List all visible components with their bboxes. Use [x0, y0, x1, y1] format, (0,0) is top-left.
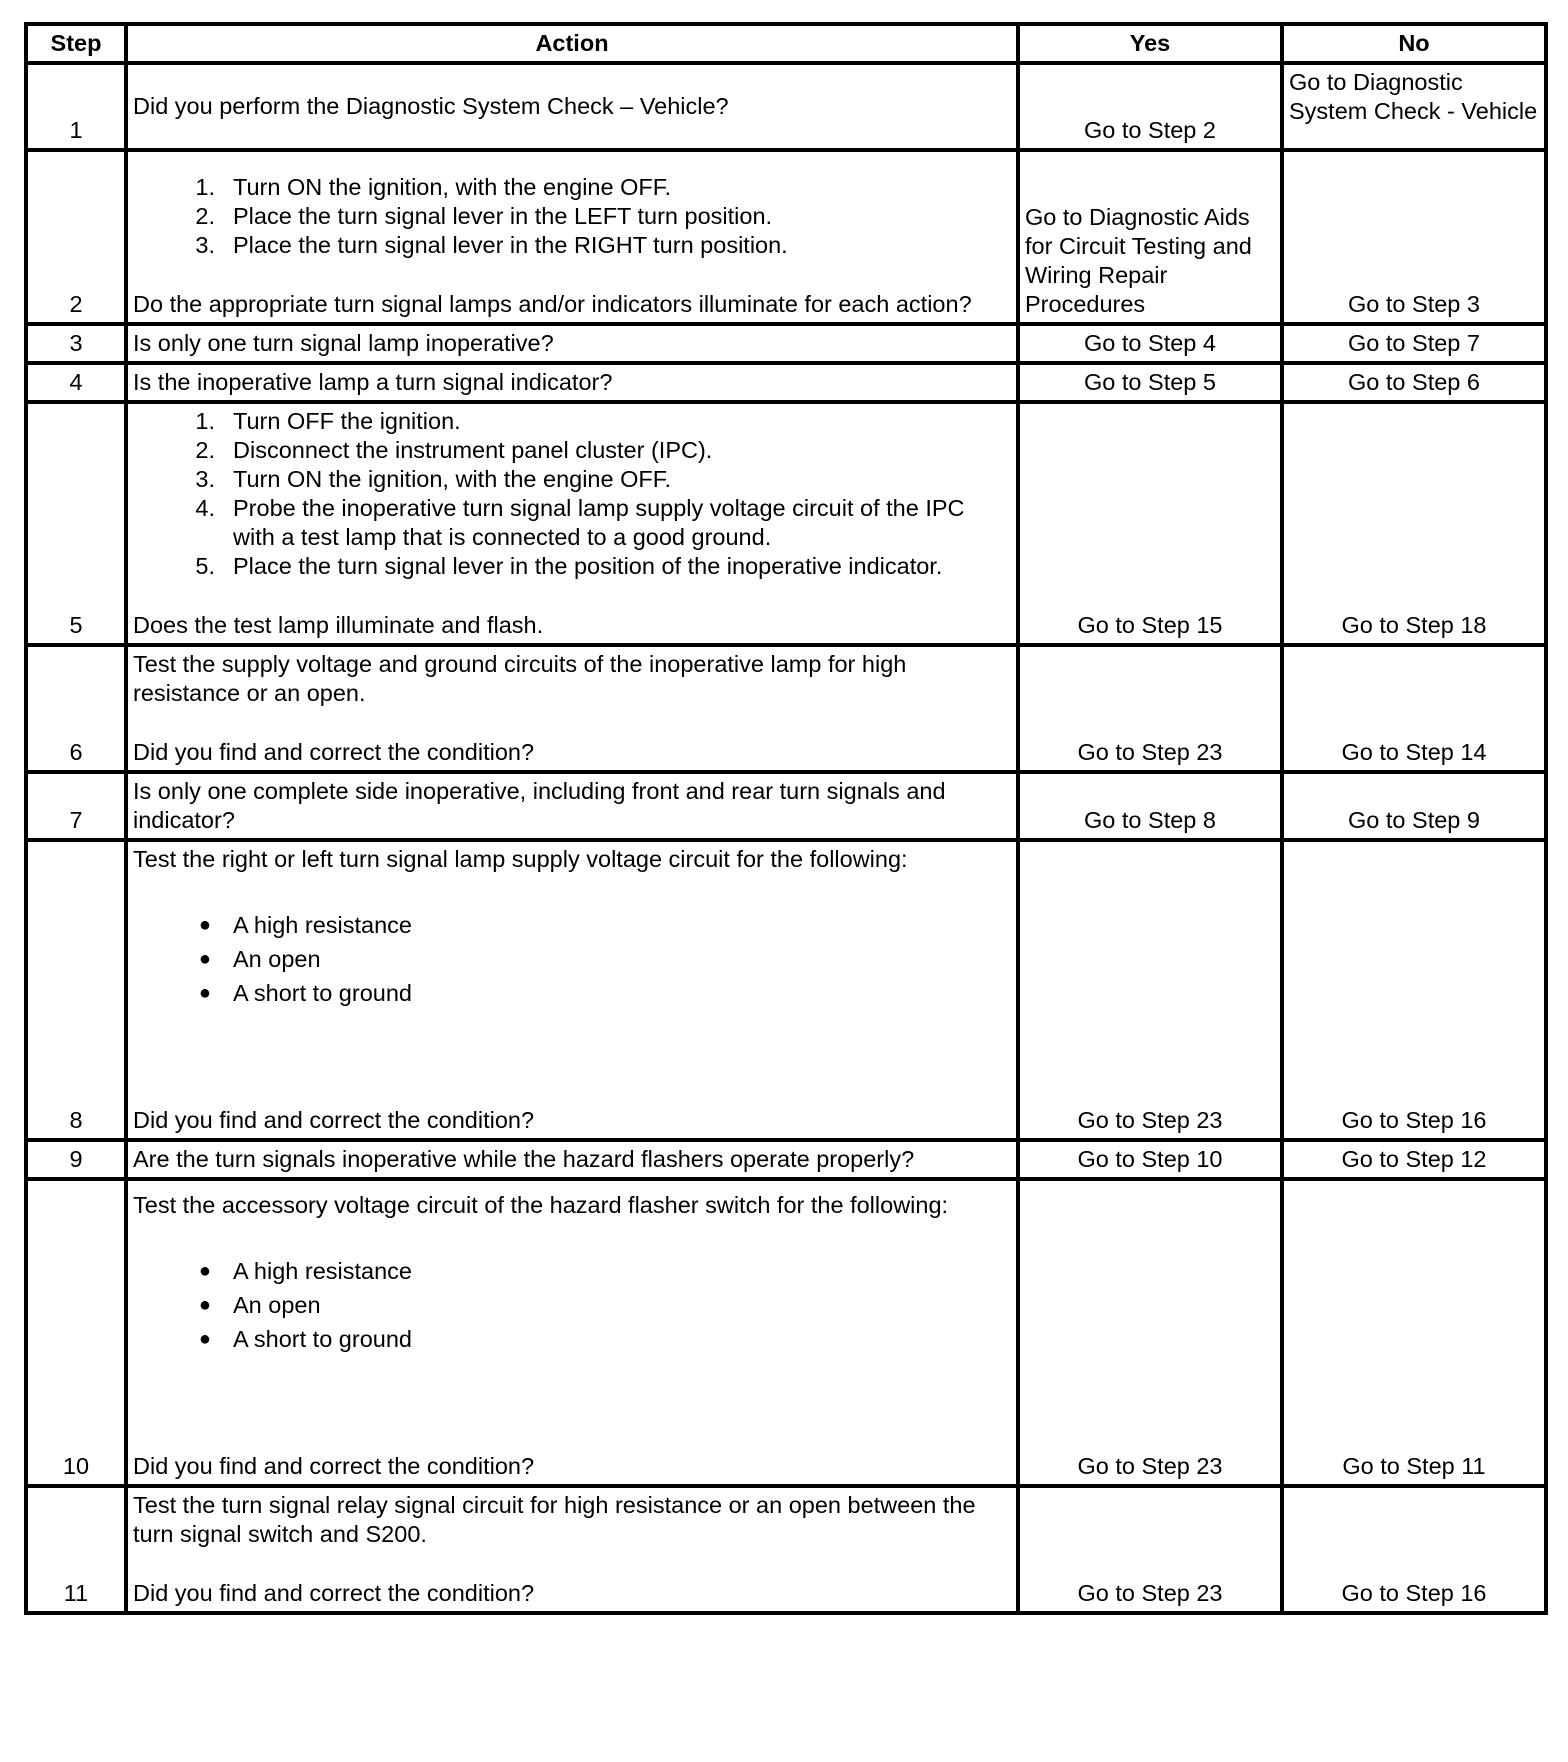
instruction-item: 5. Place the turn signal lever in the position of the inoperative indicator.: [195, 553, 943, 579]
condition-item: ● An open: [198, 946, 321, 972]
diagnostic-table: [24, 22, 1548, 1615]
yes-cell: Go to Step 23: [1018, 840, 1282, 1140]
instruction-item: 2. Place the turn signal lever in the LEFT turn position.: [195, 203, 773, 229]
step-number: 11: [26, 1486, 126, 1613]
yes-cell: Go to Step 4: [1018, 324, 1282, 363]
step-number: 8: [26, 840, 126, 1140]
header-no: No: [1282, 24, 1546, 63]
no-cell: Go to Step 6: [1282, 363, 1546, 402]
intro-text: Test the accessory voltage circuit of the hazard flasher switch for the following:: [133, 1192, 949, 1218]
no-cell: Go to Step 14: [1282, 645, 1546, 772]
question-text: Do the appropriate turn signal lamps and/or indicators illuminate for each action?: [133, 291, 972, 317]
no-cell: Go to Step 16: [1282, 840, 1546, 1140]
question-text: Did you find and correct the condition?: [133, 1453, 535, 1479]
no-cell: Go to Step 3: [1282, 150, 1546, 324]
intro-text: Test the right or left turn signal lamp supply voltage circuit for the following:: [133, 846, 908, 872]
question-text: Is only one turn signal lamp inoperative?: [126, 324, 1018, 363]
step-number: 4: [26, 363, 126, 402]
action-cell: [126, 645, 1018, 772]
step-number: 1: [26, 63, 126, 150]
question-text: Did you find and correct the condition?: [133, 1107, 535, 1133]
instruction-item: 4. Probe the inoperative turn signal lamp supply voltage circuit of the IPC with a test lamp that is connected to a good ground.: [195, 495, 965, 550]
step-number: 2: [26, 150, 126, 324]
no-cell: Go to Diagnostic System Check - Vehicle: [1282, 63, 1546, 150]
table-row: [26, 1486, 1546, 1613]
step-number: 5: [26, 402, 126, 645]
table-row: [26, 324, 1546, 363]
instruction-item: 1. Turn ON the ignition, with the engine OFF.: [195, 174, 672, 200]
condition-item: ● A short to ground: [198, 980, 412, 1006]
condition-item: ● A high resistance: [198, 912, 412, 938]
header-step: Step: [26, 24, 126, 63]
table-row: [26, 772, 1546, 840]
action-cell: [126, 63, 1018, 150]
yes-cell: Go to Step 8: [1018, 772, 1282, 840]
no-cell: Go to Step 18: [1282, 402, 1546, 645]
step-number: 6: [26, 645, 126, 772]
instruction-item: 3. Turn ON the ignition, with the engine OFF.: [195, 466, 672, 492]
header-yes: Yes: [1018, 24, 1282, 63]
question-text: Is the inoperative lamp a turn signal indicator?: [126, 363, 1018, 402]
header-row: [26, 24, 1546, 63]
no-cell: Go to Step 7: [1282, 324, 1546, 363]
condition-item: ● A high resistance: [198, 1258, 412, 1284]
question-text: Are the turn signals inoperative while the hazard flashers operate properly?: [126, 1140, 1018, 1179]
no-cell: Go to Step 16: [1282, 1486, 1546, 1613]
yes-cell: Go to Step 10: [1018, 1140, 1282, 1179]
yes-cell: Go to Step 23: [1018, 645, 1282, 772]
yes-cell: Go to Step 2: [1018, 63, 1282, 150]
step-number: 10: [26, 1179, 126, 1486]
table-row: [26, 1140, 1546, 1179]
table-row: [26, 1179, 1546, 1486]
question-text: Did you find and correct the condition?: [133, 739, 535, 765]
condition-list: [133, 1254, 1011, 1356]
instruction-item: 2. Disconnect the instrument panel cluster (IPC).: [195, 437, 713, 463]
question-text: Is only one complete side inoperative, including front and rear turn signals and indicator?: [126, 772, 1018, 840]
table-row: [26, 402, 1546, 645]
question-text: Did you find and correct the condition?: [133, 1580, 535, 1606]
step-number: 7: [26, 772, 126, 840]
action-cell: [126, 402, 1018, 645]
step-number: 3: [26, 324, 126, 363]
action-cell: [126, 840, 1018, 1140]
table-row: [26, 363, 1546, 402]
instruction-list: [133, 407, 1011, 581]
header-action: Action: [126, 24, 1018, 63]
intro-text: Test the turn signal relay signal circuit for high resistance or an open between the turn signal switch and S200.: [133, 1492, 976, 1547]
condition-item: ● An open: [198, 1292, 321, 1318]
condition-item: ● A short to ground: [198, 1326, 412, 1352]
instruction-list: [133, 173, 1011, 260]
yes-cell: Go to Step 5: [1018, 363, 1282, 402]
no-cell: Go to Step 12: [1282, 1140, 1546, 1179]
instruction-item: 1. Turn OFF the ignition.: [195, 408, 461, 434]
action-cell: [126, 150, 1018, 324]
table-row: [26, 840, 1546, 1140]
no-cell: Go to Step 11: [1282, 1179, 1546, 1486]
condition-list: [133, 908, 1011, 1010]
question-text: Does the test lamp illuminate and flash.: [133, 612, 544, 638]
no-cell: Go to Step 9: [1282, 772, 1546, 840]
question-text: Did you perform the Diagnostic System Check – Vehicle?: [133, 93, 729, 119]
yes-cell: Go to Step 23: [1018, 1486, 1282, 1613]
table-row: [26, 63, 1546, 150]
yes-cell: Go to Step 15: [1018, 402, 1282, 645]
table-row: [26, 645, 1546, 772]
step-number: 9: [26, 1140, 126, 1179]
instruction-item: 3. Place the turn signal lever in the RIGHT turn position.: [195, 232, 788, 258]
yes-cell: Go to Diagnostic Aids for Circuit Testing and Wiring Repair Procedures: [1018, 150, 1282, 324]
intro-text: Test the supply voltage and ground circuits of the inoperative lamp for high resistance or an open.: [133, 651, 907, 706]
yes-cell: Go to Step 23: [1018, 1179, 1282, 1486]
action-cell: [126, 1179, 1018, 1486]
action-cell: [126, 1486, 1018, 1613]
table-row: [26, 150, 1546, 324]
